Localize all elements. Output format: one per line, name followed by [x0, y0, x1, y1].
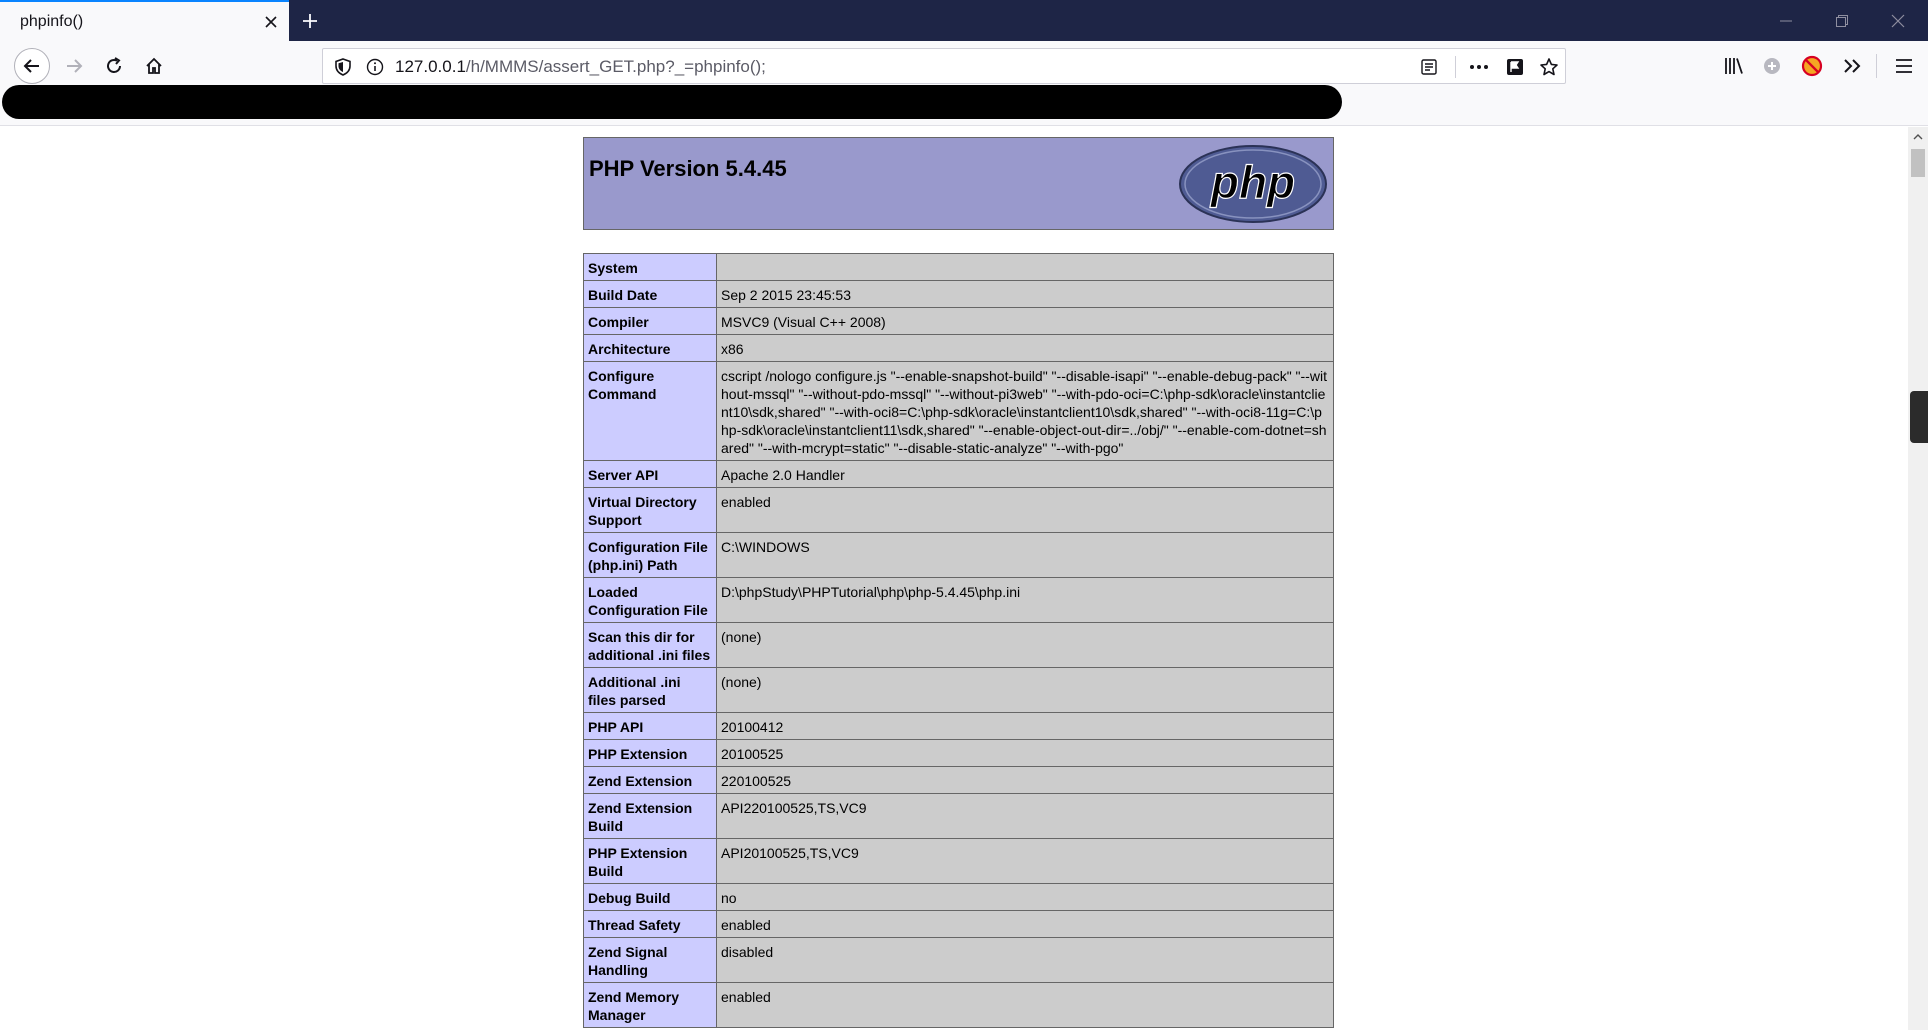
row-value: x86 [717, 335, 1334, 362]
row-label: Zend Signal Handling [584, 938, 717, 983]
row-value: Apache 2.0 Handler [717, 461, 1334, 488]
plus-icon[interactable] [292, 3, 328, 39]
row-label: Server API [584, 461, 717, 488]
row-label: Compiler [584, 308, 717, 335]
row-label: Configuration File (php.ini) Path [584, 533, 717, 578]
table-row [584, 461, 1334, 488]
table-row [584, 713, 1334, 740]
tab-active[interactable] [0, 0, 289, 41]
table-row [584, 335, 1334, 362]
table-row [584, 488, 1334, 533]
row-value: D:\phpStudy\PHPTutorial\php\php-5.4.45\php.ini [717, 578, 1334, 623]
row-value: 20100412 [717, 713, 1334, 740]
row-value: enabled [717, 911, 1334, 938]
row-value: (none) [717, 668, 1334, 713]
shield-icon[interactable] [331, 55, 355, 79]
url-path: /h/MMMS/assert_GET.php?_=phpinfo(); [465, 57, 766, 76]
back-arrow-icon[interactable] [14, 48, 50, 84]
row-value: API220100525,TS,VC9 [717, 794, 1334, 839]
info-table-body [584, 254, 1334, 1028]
row-label: Scan this dir for additional .ini files [584, 623, 717, 668]
table-row [584, 983, 1334, 1028]
row-label: Debug Build [584, 884, 717, 911]
info-icon[interactable] [363, 55, 387, 79]
extension-icon[interactable] [1754, 48, 1790, 84]
page-title: PHP Version 5.4.45 [589, 156, 787, 181]
row-value: (none) [717, 623, 1334, 668]
url-bar[interactable] [322, 48, 1566, 84]
table-row [584, 308, 1334, 335]
row-label: System [584, 254, 717, 281]
system-info-table [583, 253, 1334, 1028]
row-label: Additional .ini files parsed [584, 668, 717, 713]
blocked-icon[interactable] [1794, 48, 1830, 84]
row-label: PHP Extension [584, 740, 717, 767]
row-value [717, 254, 1334, 281]
php-logo-text: php [1210, 156, 1296, 208]
scroll-up-arrow-icon[interactable] [1908, 127, 1928, 147]
row-label: PHP Extension Build [584, 839, 717, 884]
window-close-icon[interactable] [1870, 0, 1926, 41]
url-text[interactable] [395, 57, 766, 77]
close-icon[interactable] [253, 4, 289, 40]
phpinfo-content [583, 137, 1334, 1028]
row-value: enabled [717, 488, 1334, 533]
row-value: C:\WINDOWS [717, 533, 1334, 578]
tab-strip [0, 0, 1928, 41]
table-row [584, 839, 1334, 884]
row-label: Build Date [584, 281, 717, 308]
library-icon[interactable] [1716, 48, 1752, 84]
reader-view-icon[interactable] [1417, 55, 1441, 79]
table-row [584, 533, 1334, 578]
row-label: Architecture [584, 335, 717, 362]
toolbar-separator [1876, 54, 1877, 78]
table-row [584, 281, 1334, 308]
minimize-icon[interactable] [1758, 0, 1814, 41]
more-icon[interactable] [1467, 55, 1491, 79]
table-row [584, 668, 1334, 713]
row-label: PHP API [584, 713, 717, 740]
table-row [584, 623, 1334, 668]
url-host: 127.0.0.1 [395, 57, 466, 76]
restore-icon[interactable] [1814, 0, 1870, 41]
url-separator [1455, 56, 1456, 78]
row-value: Sep 2 2015 23:45:53 [717, 281, 1334, 308]
row-value: cscript /nologo configure.js "--enable-snapshot-build" "--disable-isapi" "--enable-debug-pack" "--without-mssql" "--without-pdo-mssql" "--without-pi3web" "--with-pdo-oci=C:\php-sdk\oracle\instantclient10\sdk,shared" "--with-oci8=C:\php-sdk\oracle\instantclient10\sdk,shared" "--with-oci8-11g=C:\php-sdk\oracle\instantclient11\sdk,shared" "--enable-object-out-dir=../obj/" "--enable-com-dotnet=shared" "--with-mcrypt=static" "--disable-static-analyze" "--with-pgo" [717, 362, 1334, 461]
side-panel-handle[interactable] [1910, 391, 1928, 443]
pocket-icon[interactable] [1503, 55, 1527, 79]
table-row [584, 884, 1334, 911]
row-label: Zend Extension Build [584, 794, 717, 839]
row-value: 220100525 [717, 767, 1334, 794]
table-row [584, 794, 1334, 839]
php-logo-icon [1178, 144, 1328, 224]
row-value: no [717, 884, 1334, 911]
row-label: Virtual Directory Support [584, 488, 717, 533]
tab-title: phpinfo() [20, 12, 84, 30]
table-row [584, 740, 1334, 767]
table-row [584, 938, 1334, 983]
redaction-overlay [2, 85, 1342, 119]
reload-icon[interactable] [96, 48, 132, 84]
row-value: enabled [717, 983, 1334, 1028]
table-row [584, 911, 1334, 938]
row-value: 20100525 [717, 740, 1334, 767]
row-value: disabled [717, 938, 1334, 983]
home-icon[interactable] [136, 48, 172, 84]
row-label: Zend Memory Manager [584, 983, 717, 1028]
star-icon[interactable] [1537, 55, 1561, 79]
table-row [584, 767, 1334, 794]
forward-arrow-icon[interactable] [56, 48, 92, 84]
row-label: Loaded Configuration File [584, 578, 717, 623]
scroll-thumb[interactable] [1911, 149, 1925, 177]
row-label: Thread Safety [584, 911, 717, 938]
page-viewport [0, 127, 1908, 1030]
row-value: MSVC9 (Visual C++ 2008) [717, 308, 1334, 335]
overflow-icon[interactable] [1834, 48, 1870, 84]
navigation-toolbar [0, 41, 1928, 90]
row-label: Configure Command [584, 362, 717, 461]
table-row [584, 254, 1334, 281]
table-row [584, 362, 1334, 461]
vertical-scrollbar[interactable] [1908, 127, 1928, 1030]
php-version-header [583, 137, 1334, 230]
row-label: Zend Extension [584, 767, 717, 794]
table-row [584, 578, 1334, 623]
menu-icon[interactable] [1886, 48, 1922, 84]
row-value: API20100525,TS,VC9 [717, 839, 1334, 884]
